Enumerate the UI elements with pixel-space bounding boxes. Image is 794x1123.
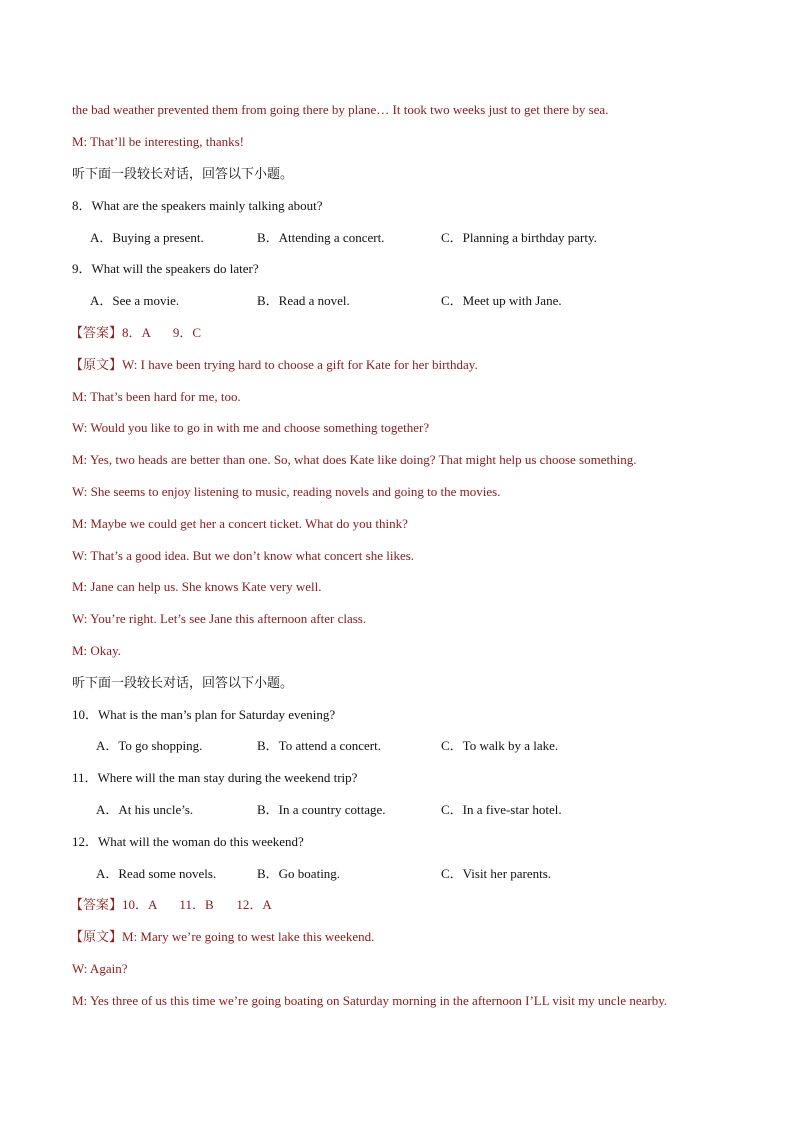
answer-tag: 【答案】 — [70, 897, 123, 912]
answer-tag: 【答案】 — [70, 325, 123, 340]
question-11-option-b: B．In a country cottage. — [257, 802, 386, 817]
question-9-stem: 9．What will the speakers do later? — [72, 261, 259, 276]
answer-line — [70, 324, 201, 342]
section-instruction: 听下面一段较长对话，回答以下小题。 — [72, 166, 294, 181]
transcript-line — [70, 356, 478, 374]
transcript-tag: 【原文】 — [70, 929, 123, 944]
question-12-stem: 12．What will the woman do this weekend? — [72, 834, 304, 849]
question-11-option-a: A．At his uncle’s. — [96, 802, 194, 817]
question-11-stem: 11．Where will the man stay during the weekend trip? — [72, 770, 358, 785]
transcript-line: M: Yes three of us this time we’re going boating on Saturday morning in the afternoon I’LL visit my uncle nearby. — [72, 993, 668, 1008]
question-8-option-a: A．Buying a present. — [90, 230, 204, 245]
answer-text: 10．A 11．B 12．A — [122, 897, 272, 912]
transcript-line — [70, 928, 374, 946]
transcript-line: M: Okay. — [72, 643, 121, 658]
transcript-line: M: That’s been hard for me, too. — [72, 389, 241, 404]
transcript-line: M: That’ll be interesting, thanks! — [72, 134, 244, 149]
question-10-option-a: A．To go shopping. — [96, 738, 203, 753]
question-12-option-c: C．Visit her parents. — [441, 866, 552, 881]
transcript-line: W: Would you like to go in with me and choose something together? — [72, 420, 430, 435]
section-instruction: 听下面一段较长对话，回答以下小题。 — [72, 675, 294, 690]
question-10-option-b: B．To attend a concert. — [257, 738, 381, 753]
transcript-line: the bad weather prevented them from going there by plane… It took two weeks just to get there by sea. — [72, 102, 609, 117]
question-12-option-a: A．Read some novels. — [96, 866, 217, 881]
question-12-option-b: B．Go boating. — [257, 866, 341, 881]
transcript-line: W: That’s a good idea. But we don’t know what concert she likes. — [72, 548, 415, 563]
transcript-tag: 【原文】 — [70, 357, 123, 372]
answer-text: 8．A 9．C — [122, 325, 202, 340]
transcript-line: W: You’re right. Let’s see Jane this afternoon after class. — [72, 611, 367, 626]
question-9-option-b: B．Read a novel. — [257, 293, 350, 308]
question-8-stem: 8．What are the speakers mainly talking about? — [72, 198, 323, 213]
answer-line — [70, 896, 272, 914]
transcript-text: W: I have been trying hard to choose a gift for Kate for her birthday. — [122, 357, 478, 372]
question-9-option-c: C．Meet up with Jane. — [441, 293, 562, 308]
question-9-option-a: A．See a movie. — [90, 293, 180, 308]
question-11-option-c: C．In a five-star hotel. — [441, 802, 562, 817]
transcript-line: W: Again? — [72, 961, 128, 976]
question-8-option-b: B．Attending a concert. — [257, 230, 385, 245]
question-10-stem: 10．What is the man’s plan for Saturday evening? — [72, 707, 336, 722]
transcript-line: M: Jane can help us. She knows Kate very well. — [72, 579, 322, 594]
question-10-option-c: C．To walk by a lake. — [441, 738, 559, 753]
transcript-line: W: She seems to enjoy listening to music, reading novels and going to the movies. — [72, 484, 501, 499]
transcript-line: M: Maybe we could get her a concert ticket. What do you think? — [72, 516, 408, 531]
question-8-option-c: C．Planning a birthday party. — [441, 230, 597, 245]
transcript-text: M: Mary we’re going to west lake this weekend. — [122, 929, 375, 944]
transcript-line: M: Yes, two heads are better than one. So, what does Kate like doing? That might help us choose something. — [72, 452, 637, 467]
